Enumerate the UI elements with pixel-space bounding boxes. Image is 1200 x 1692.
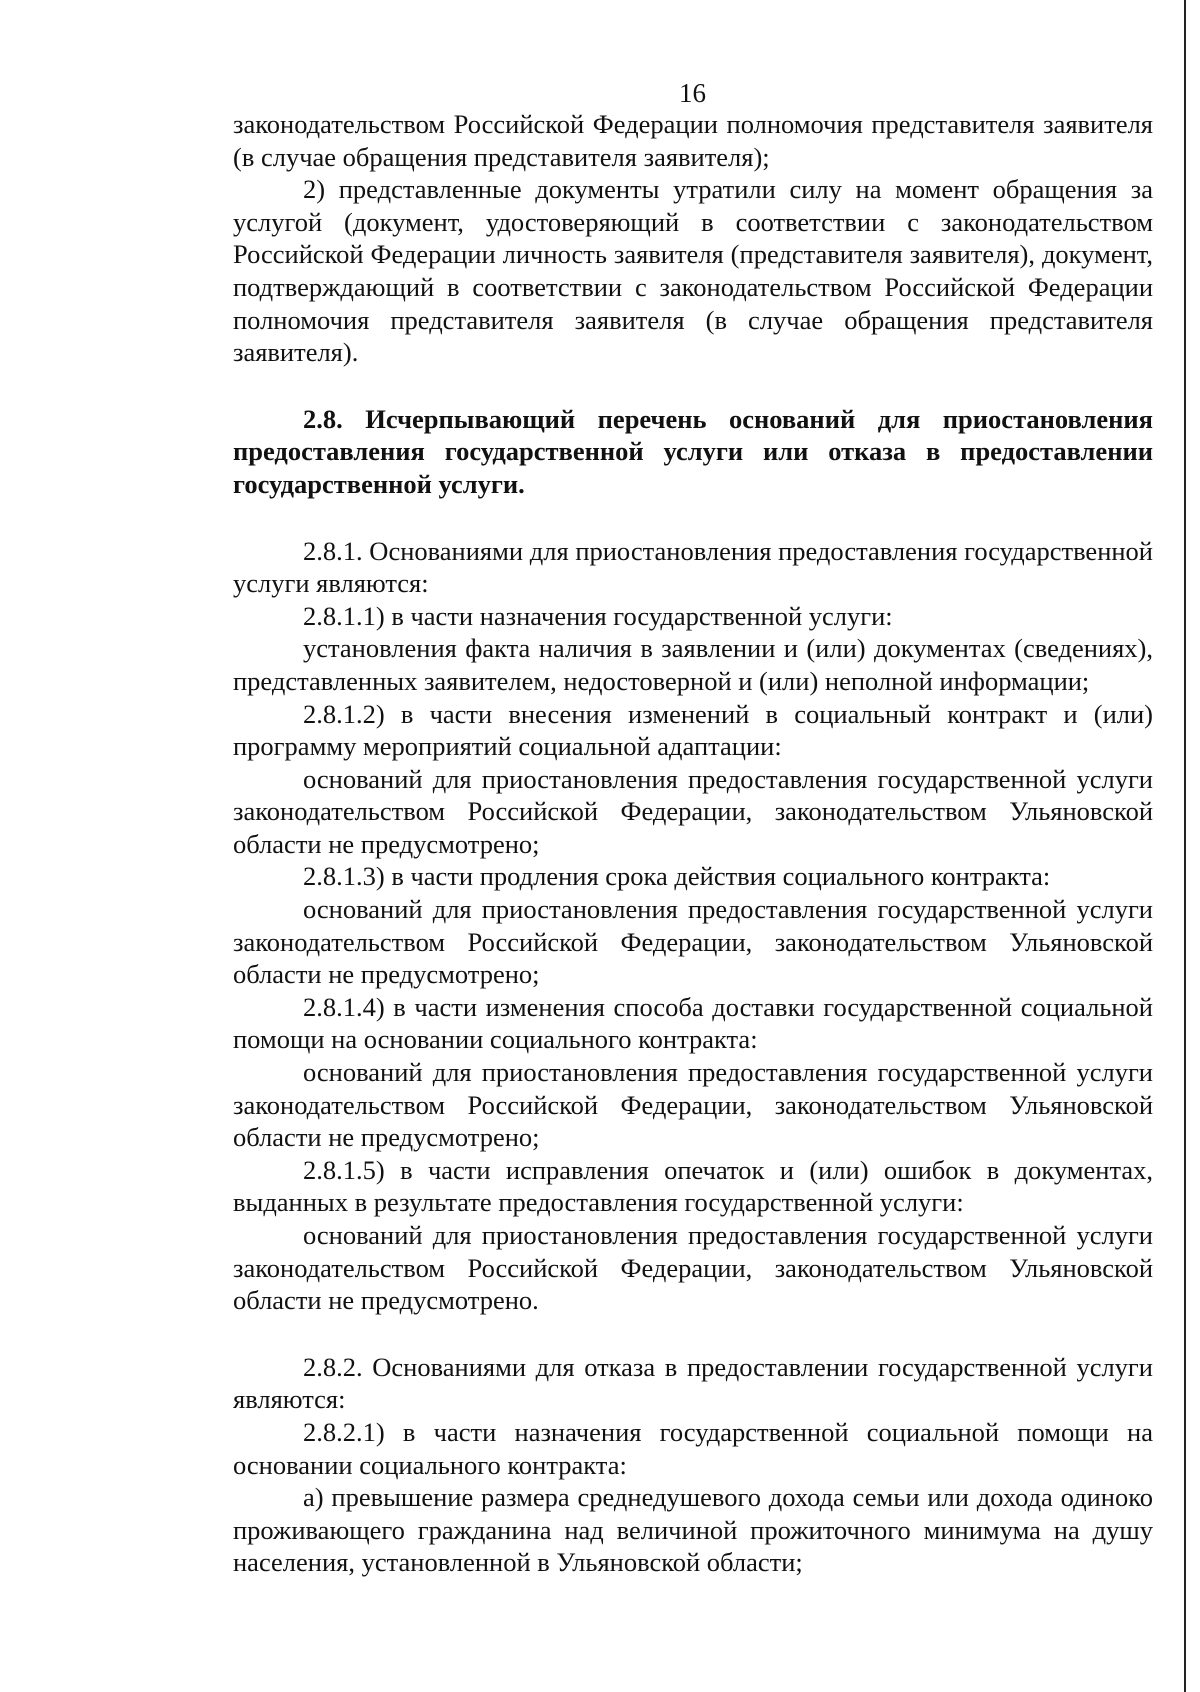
paragraph-2-8-1-5: 2.8.1.5) в части исправления опечаток и (или) ошибок в документах, выданных в результате предоставления государственной услуги: bbox=[233, 1154, 1153, 1218]
page-edge-line bbox=[1184, 0, 1186, 1692]
spacer bbox=[233, 369, 1153, 403]
paragraph-2-8-2-1-a: а) превышение размера среднедушевого дохода семьи или дохода одиноко проживающего гражданина над величиной прожиточного минимума на душу населения, установленной в Ульяновской области; bbox=[233, 1482, 1153, 1578]
paragraph-2-8-1-2-text: оснований для приостановления предоставления государственной услуги законодательством Российской Федерации, законодательством Ульяновской области не предусмотрено; bbox=[233, 763, 1153, 859]
section-heading-2-8: 2.8. Исчерпывающий перечень оснований для приостановления предоставления государственной услуги или отказа в предоставлении государственной услуги. bbox=[233, 403, 1153, 499]
document-body bbox=[233, 108, 1153, 1579]
paragraph-2-8-2: 2.8.2. Основаниями для отказа в предоставлении государственной услуги являются: bbox=[233, 1351, 1153, 1415]
paragraph-2-8-2-1: 2.8.2.1) в части назначения государственной социальной помощи на основании социального контракта: bbox=[233, 1416, 1153, 1480]
paragraph-2-8-1-2: 2.8.1.2) в части внесения изменений в социальный контракт и (или) программу мероприятий социальной адаптации: bbox=[233, 698, 1153, 762]
paragraph-2-8-1-1-text: установления факта наличия в заявлении и (или) документах (сведениях), представленных заявителем, недостоверной и (или) неполной информации; bbox=[233, 633, 1153, 696]
paragraph-2-8-1: 2.8.1. Основаниями для приостановления предоставления государственной услуги являются: bbox=[233, 535, 1153, 599]
paragraph-2-8-1-4: 2.8.1.4) в части изменения способа доставки государственной социальной помощи на основании социального контракта: bbox=[233, 991, 1153, 1055]
paragraph-2-8-1-1: 2.8.1.1) в части назначения государственной услуги: bbox=[303, 600, 893, 631]
paragraph-continuation: законодательством Российской Федерации полномочия представителя заявителя (в случае обращения представителя заявителя); bbox=[233, 109, 1153, 172]
paragraph-2-8-1-3-text: оснований для приостановления предоставления государственной услуги законодательством Российской Федерации, законодательством Ульяновской области не предусмотрено; bbox=[233, 894, 1153, 990]
paragraph-2-8-1-3: 2.8.1.3) в части продления срока действия социального контракта: bbox=[303, 861, 1051, 892]
paragraph-item-2: 2) представленные документы утратили силу на момент обращения за услугой (документ, удостоверяющий в соответствии с законодательством Российской Федерации личность заявителя (представителя заявителя), документ, подтверждающий в соответствии с законодательством Российской Федерации полномочия представителя заявителя (в случае обращения представителя заявителя). bbox=[233, 174, 1153, 368]
paragraph-2-8-1-5-text: оснований для приостановления предоставления государственной услуги законодательством Российской Федерации, законодательством Ульяновской области не предусмотрено. bbox=[233, 1220, 1153, 1316]
spacer bbox=[233, 501, 1153, 535]
page-number: 16 bbox=[679, 78, 706, 108]
paragraph-2-8-1-4-text: оснований для приостановления предоставления государственной услуги законодательством Российской Федерации, законодательством Ульяновской области не предусмотрено; bbox=[233, 1057, 1153, 1153]
spacer bbox=[233, 1317, 1153, 1351]
